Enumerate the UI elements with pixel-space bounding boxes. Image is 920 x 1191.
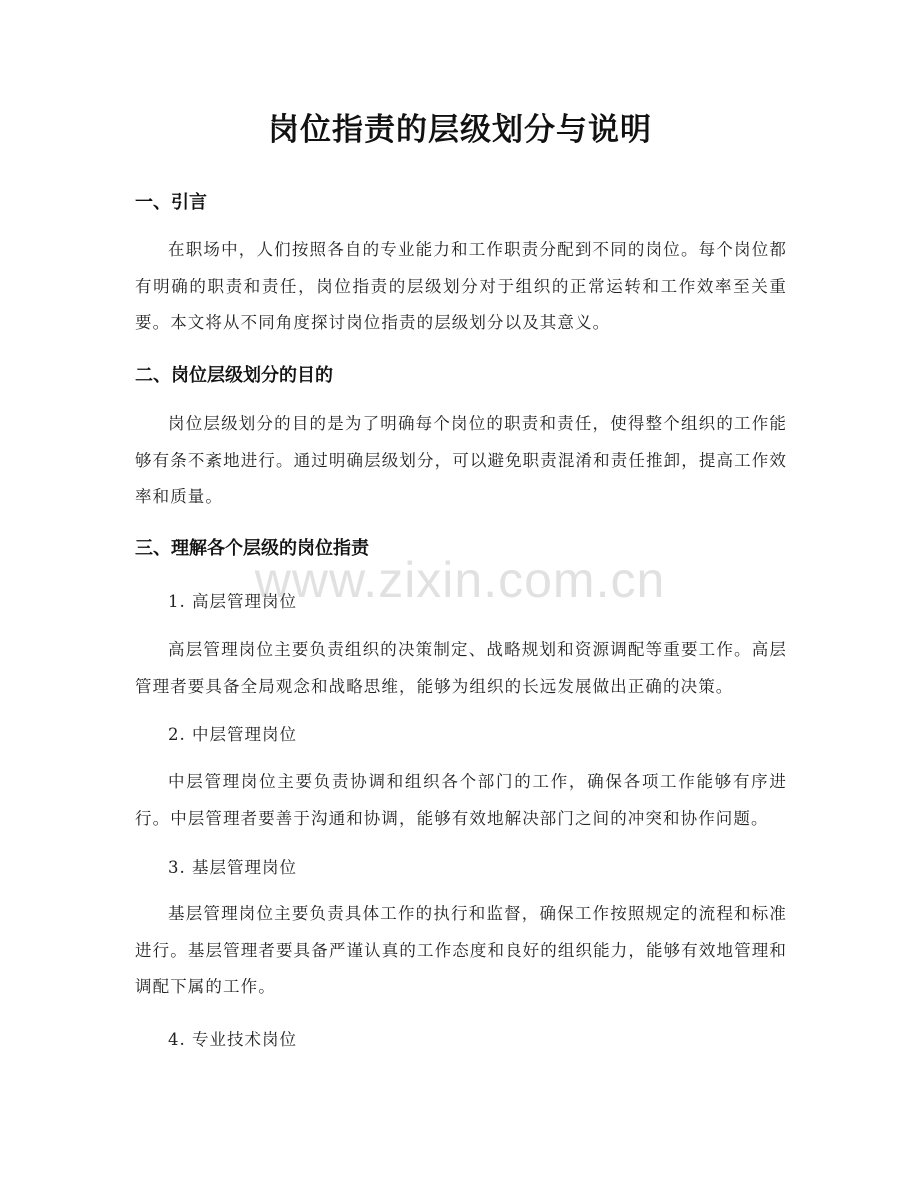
list-item-paragraph-senior: 高层管理岗位主要负责组织的决策制定、战略规划和资源调配等重要工作。高层管理者要具备全局观念和战略思维，能够为组织的长远发展做出正确的决策。 bbox=[135, 640, 787, 696]
list-item-paragraph-middle: 中层管理岗位主要负责协调和组织各个部门的工作，确保各项工作能够有序进行。中层管理者要善于沟通和协调，能够有效地解决部门之间的冲突和协作问题。 bbox=[135, 772, 787, 828]
section-heading-levels: 三、理解各个层级的岗位指责 bbox=[135, 538, 369, 559]
document-title: 岗位指责的层级划分与说明 bbox=[268, 112, 652, 148]
section-paragraph-purpose: 岗位层级划分的目的是为了明确每个岗位的职责和责任，使得整个组织的工作能够有条不紊地进行。通过明确层级划分，可以避免职责混淆和责任推卸，提高工作效率和质量。 bbox=[135, 414, 787, 506]
section-heading-intro: 一、引言 bbox=[135, 192, 207, 213]
section-paragraph-intro: 在职场中，人们按照各自的专业能力和工作职责分配到不同的岗位。每个岗位都有明确的职责和责任，岗位指责的层级划分对于组织的正常运转和工作效率至关重要。本文将从不同角度探讨岗位指责的层级划分以及其意义。 bbox=[135, 240, 787, 332]
list-item-paragraph-base: 基层管理岗位主要负责具体工作的执行和监督，确保工作按照规定的流程和标准进行。基层管理者要具备严谨认真的工作态度和良好的组织能力，能够有效地管理和调配下属的工作。 bbox=[135, 904, 787, 996]
watermark: www.zixin.com.cn bbox=[254, 552, 666, 608]
list-item-label-technical: 4. 专业技术岗位 bbox=[168, 1030, 297, 1049]
list-item-label-middle: 2. 中层管理岗位 bbox=[168, 725, 297, 744]
section-heading-purpose: 二、岗位层级划分的目的 bbox=[135, 365, 333, 386]
list-item-label-senior: 1. 高层管理岗位 bbox=[168, 592, 297, 611]
list-item-label-base: 3. 基层管理岗位 bbox=[168, 858, 297, 877]
